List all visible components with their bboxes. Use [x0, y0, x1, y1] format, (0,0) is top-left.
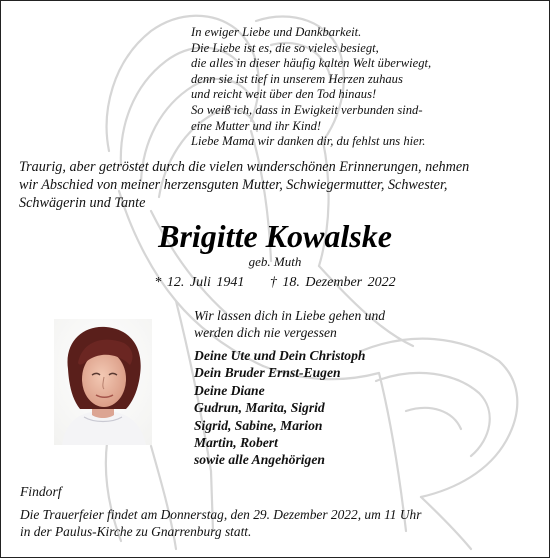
remembrance-line: werden dich nie vergessen — [194, 325, 337, 340]
place-name: Findorf — [20, 484, 62, 499]
birth-date: * 12. Juli 1941 — [154, 275, 245, 290]
maiden-name: geb. Muth — [248, 254, 302, 269]
poem-line: So weiß ich, dass in Ewigkeit verbunden sind- — [191, 102, 423, 117]
poem-line: Liebe Mama wir danken dir, du fehlst uns hier. — [191, 134, 426, 149]
remembrance-text — [194, 307, 494, 341]
intro-text — [19, 158, 539, 212]
poem-line: In ewiger Liebe und Dankbarkeit. — [191, 25, 362, 39]
family-line: Deine Ute und Dein Christoph — [194, 348, 366, 363]
intro-line: Traurig, aber getröstet durch die vielen wunderschönen Erinnerungen, nehmen — [19, 159, 470, 175]
life-dates — [1, 274, 549, 292]
portrait-photo — [54, 319, 152, 445]
deceased-name: Brigitte Kowalske — [158, 218, 392, 254]
family-line: sowie alle Angehörigen — [194, 452, 325, 468]
poem — [191, 25, 531, 150]
funeral-info — [20, 506, 540, 540]
funeral-line: Die Trauerfeier findet am Donnerstag, den 29. Dezember 2022, um 11 Uhr — [20, 507, 422, 522]
family-line: Dein Bruder Ernst-Eugen — [194, 365, 341, 381]
death-date: † 18. Dezember 2022 — [269, 275, 396, 290]
intro-line: Schwägerin und Tante — [19, 195, 146, 211]
poem-line: und reicht weit über den Tod hinaus! — [191, 87, 377, 102]
poem-line: Die Liebe ist es, die so vieles besiegt, — [191, 40, 379, 55]
remembrance-line: Wir lassen dich in Liebe gehen und — [194, 308, 386, 323]
family-line: Martin, Robert — [194, 435, 278, 451]
family-signatures — [194, 347, 514, 469]
family-line: Gudrun, Marita, Sigrid — [194, 400, 325, 416]
poem-line: die alles in dieser häufig kalten Welt überwiegt, — [191, 56, 432, 71]
funeral-line: in der Paulus-Kirche zu Gnarrenburg statt. — [20, 524, 252, 539]
poem-line: eine Mutter und ihr Kind! — [191, 118, 322, 133]
poem-line: denn sie ist tief in unserem Herzen zuhaus — [191, 71, 403, 86]
family-line: Deine Diane — [194, 382, 265, 398]
intro-line: wir Abschied von meiner herzensguten Mutter, Schwiegermutter, Schwester, — [19, 177, 448, 193]
family-line: Sigrid, Sabine, Marion — [194, 417, 323, 433]
